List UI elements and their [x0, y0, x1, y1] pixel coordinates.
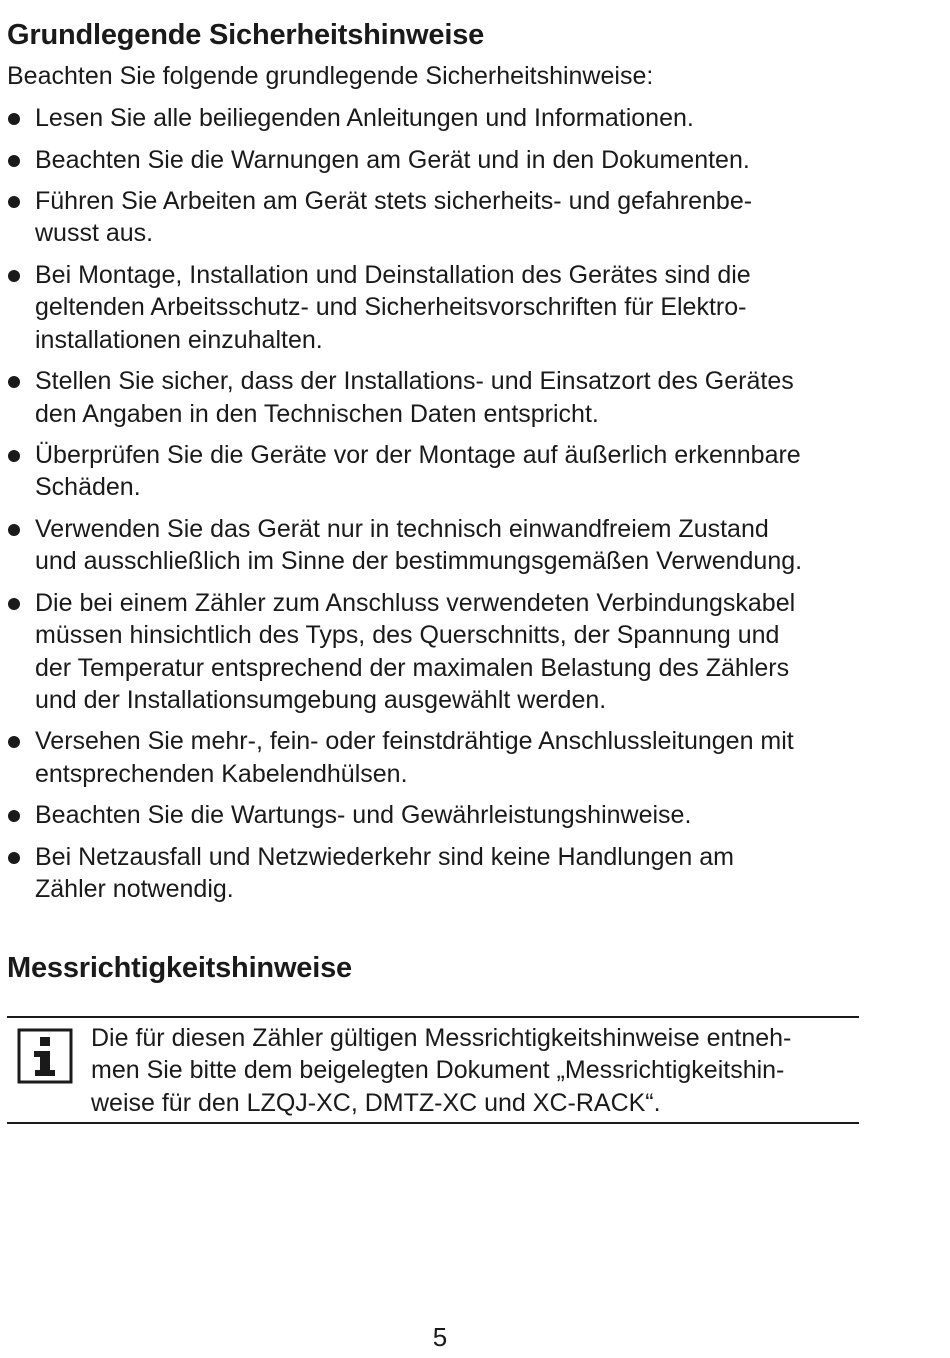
- bullet-dot-icon: [8, 155, 20, 167]
- safety-bullet-item: [7, 513, 867, 578]
- safety-bullet-item: [7, 841, 867, 906]
- bullet-text: [35, 725, 867, 790]
- bullet-text-line: Führen Sie Arbeiten am Gerät stets sicherheits- und gefahrenbe-: [35, 187, 753, 216]
- bullet-text-line: und ausschließlich im Sinne der bestimmungsgemäßen Verwendung.: [35, 547, 803, 576]
- bullet-dot-icon: [8, 852, 20, 864]
- safety-bullet-item: [7, 259, 867, 356]
- measurement-note-text: [91, 1022, 851, 1119]
- safety-bullet-item: [7, 365, 867, 430]
- safety-bullet-item: [7, 587, 867, 716]
- note-text-line: men Sie bitte dem beigelegten Dokument „Messrichtigkeitshin-: [91, 1056, 785, 1085]
- safety-bullet-list: [7, 102, 867, 915]
- bullet-text: [35, 799, 867, 831]
- bullet-text: [35, 102, 867, 134]
- bullet-text-line: Lesen Sie alle beiliegenden Anleitungen und Informationen.: [35, 104, 694, 132]
- safety-bullet-item: [7, 725, 867, 790]
- bullet-text-line: Bei Netzausfall und Netzwiederkehr sind keine Handlungen am: [35, 842, 735, 871]
- section-heading-measurement: Messrichtigkeitshinweise: [7, 952, 352, 984]
- bullet-dot-icon: [8, 113, 20, 125]
- bullet-dot-icon: [8, 810, 20, 822]
- bullet-text-line: installationen einzuhalten.: [35, 325, 323, 354]
- bullet-text-line: geltenden Arbeitsschutz- und Sicherheitsvorschriften für Elektro-: [35, 293, 747, 322]
- page-number: 5: [432, 1322, 448, 1352]
- bullet-text-line: und der Installationsumgebung ausgewählt werden.: [35, 685, 607, 714]
- bullet-text-line: entsprechenden Kabelendhülsen.: [35, 759, 408, 788]
- bullet-text: [35, 185, 867, 250]
- bullet-text-line: Zähler notwendig.: [35, 875, 234, 904]
- bullet-text: [35, 365, 867, 430]
- bullet-text: [35, 259, 867, 356]
- bullet-text-line: Versehen Sie mehr-, fein- oder feinstdrähtige Anschlussleitungen mit: [35, 727, 794, 756]
- bullet-dot-icon: [8, 196, 20, 208]
- safety-bullet-item: [7, 102, 867, 134]
- bullet-text-line: Überprüfen Sie die Geräte vor der Montage auf äußerlich erkennbare: [35, 441, 801, 470]
- note-text-line: Die für diesen Zähler gültigen Messrichtigkeitshinweise entneh-: [91, 1024, 792, 1052]
- bullet-text-line: wusst aus.: [35, 219, 154, 248]
- bullet-text-line: Beachten Sie die Wartungs- und Gewährleistungshinweise.: [35, 801, 692, 830]
- safety-bullet-item: [7, 439, 867, 504]
- bullet-dot-icon: [8, 524, 20, 536]
- bullet-text-line: müssen hinsichtlich des Typs, des Querschnitts, der Spannung und: [35, 621, 780, 650]
- note-text-line: weise für den LZQJ-XC, DMTZ-XC und XC-RACK“.: [91, 1088, 661, 1117]
- bullet-text-line: der Temperatur entsprechend der maximalen Belastung des Zählers: [35, 653, 790, 682]
- bullet-text: [35, 587, 867, 716]
- safety-bullet-item: [7, 799, 867, 831]
- safety-intro-text: Beachten Sie folgende grundlegende Sicherheitshinweise:: [7, 62, 654, 90]
- info-icon: [17, 1028, 73, 1084]
- bullet-text: [35, 439, 867, 504]
- bullet-dot-icon: [8, 270, 20, 282]
- safety-bullet-item: [7, 185, 867, 250]
- bullet-dot-icon: [8, 450, 20, 462]
- bullet-text-line: Die bei einem Zähler zum Anschluss verwendeten Verbindungskabel: [35, 588, 796, 617]
- bullet-text-line: den Angaben in den Technischen Daten entspricht.: [35, 399, 599, 428]
- bullet-text-line: Stellen Sie sicher, dass der Installations- und Einsatzort des Gerätes: [35, 367, 794, 396]
- bullet-text: [35, 513, 867, 578]
- bullet-text-line: Beachten Sie die Warnungen am Gerät und in den Dokumenten.: [35, 145, 750, 174]
- bullet-text-line: Verwenden Sie das Gerät nur in technisch einwandfreiem Zustand: [35, 515, 769, 544]
- bullet-text-line: Bei Montage, Installation und Deinstallation des Gerätes sind die: [35, 261, 751, 290]
- bullet-text-line: Schäden.: [35, 473, 141, 502]
- safety-bullet-item: [7, 144, 867, 176]
- measurement-note-box: [7, 1016, 859, 1124]
- bullet-dot-icon: [8, 736, 20, 748]
- bullet-dot-icon: [8, 598, 20, 610]
- bullet-text: [35, 144, 867, 176]
- bullet-dot-icon: [8, 376, 20, 388]
- section-heading-safety: Grundlegende Sicherheitshinweise: [7, 19, 485, 51]
- bullet-text: [35, 841, 867, 906]
